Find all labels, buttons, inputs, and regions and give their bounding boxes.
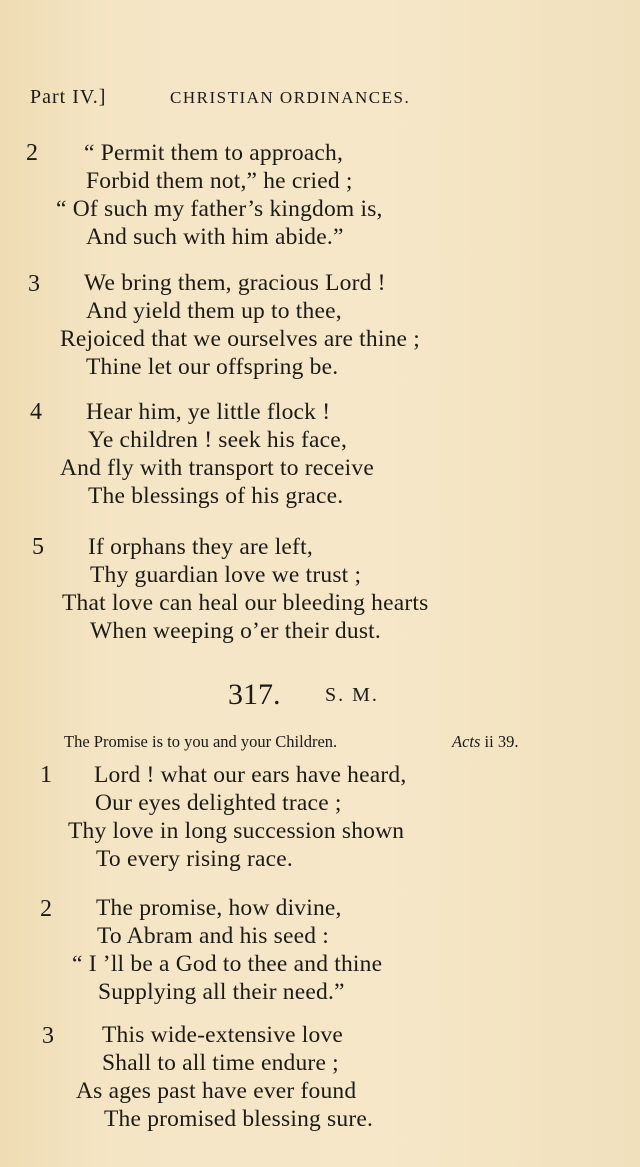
verse-line: When weeping o’er their dust.: [90, 618, 381, 644]
running-header: [30, 86, 630, 114]
verse-line: Thy love in long succession shown: [68, 818, 405, 844]
verse-line: Rejoiced that we ourselves are thine ;: [60, 326, 420, 352]
subtitle-text: The Promise is to you and your Children.: [64, 732, 338, 751]
verse-line: And such with him abide.”: [86, 224, 344, 250]
stanza-number: 5: [32, 534, 44, 560]
verse-line: We bring them, gracious Lord !: [84, 270, 386, 296]
verse-line: To every rising race.: [96, 846, 293, 872]
verse-line: Supplying all their need.”: [98, 979, 345, 1005]
verse-line: Thine let our offspring be.: [86, 354, 339, 380]
stanza-number: 2: [26, 140, 38, 166]
hymn-subtitle: [64, 732, 519, 752]
verse-line: “ Of such my father’s kingdom is,: [56, 196, 383, 222]
verse-line: And fly with transport to receive: [60, 455, 374, 481]
verse-line: If orphans they are left,: [88, 534, 313, 560]
verse-line: Forbid them not,” he cried ;: [86, 168, 353, 194]
verse-line: And yield them up to thee,: [86, 298, 342, 324]
hymn-meter: S. M.: [325, 684, 379, 706]
verse-line: The promise, how divine,: [96, 895, 342, 921]
verse-line: “ Permit them to approach,: [84, 140, 344, 166]
verse-line: That love can heal our bleeding hearts: [62, 590, 429, 616]
stanza-number: 1: [40, 762, 52, 788]
hymn-number: 317.: [228, 678, 281, 711]
verse-line: As ages past have ever found: [76, 1078, 357, 1104]
part-label: Part IV.]: [30, 86, 107, 108]
stanza-number: 3: [28, 271, 40, 297]
verse-line: This wide-extensive love: [102, 1022, 344, 1048]
reference-verse: ii 39.: [484, 732, 519, 751]
verse-line: The promised blessing sure.: [104, 1106, 374, 1132]
verse-line: To Abram and his seed :: [97, 923, 330, 949]
reference-book: Acts: [452, 732, 481, 751]
section-title: CHRISTIAN ORDINANCES.: [170, 88, 411, 107]
verse-line: Lord ! what our ears have heard,: [94, 762, 407, 788]
verse-line: Shall to all time endure ;: [102, 1050, 339, 1076]
stanza-number: 3: [42, 1023, 54, 1049]
stanza-number: 4: [30, 399, 42, 425]
verse-line: Hear him, ye little flock !: [86, 399, 331, 425]
scripture-reference: [452, 732, 518, 752]
verse-line: Thy guardian love we trust ;: [90, 562, 362, 588]
verse-line: Our eyes delighted trace ;: [95, 790, 342, 816]
verse-line: Ye children ! seek his face,: [88, 427, 348, 453]
verse-line: “ I ’ll be a God to thee and thine: [72, 951, 383, 977]
stanza-number: 2: [40, 896, 52, 922]
verse-line: The blessings of his grace.: [88, 483, 344, 509]
